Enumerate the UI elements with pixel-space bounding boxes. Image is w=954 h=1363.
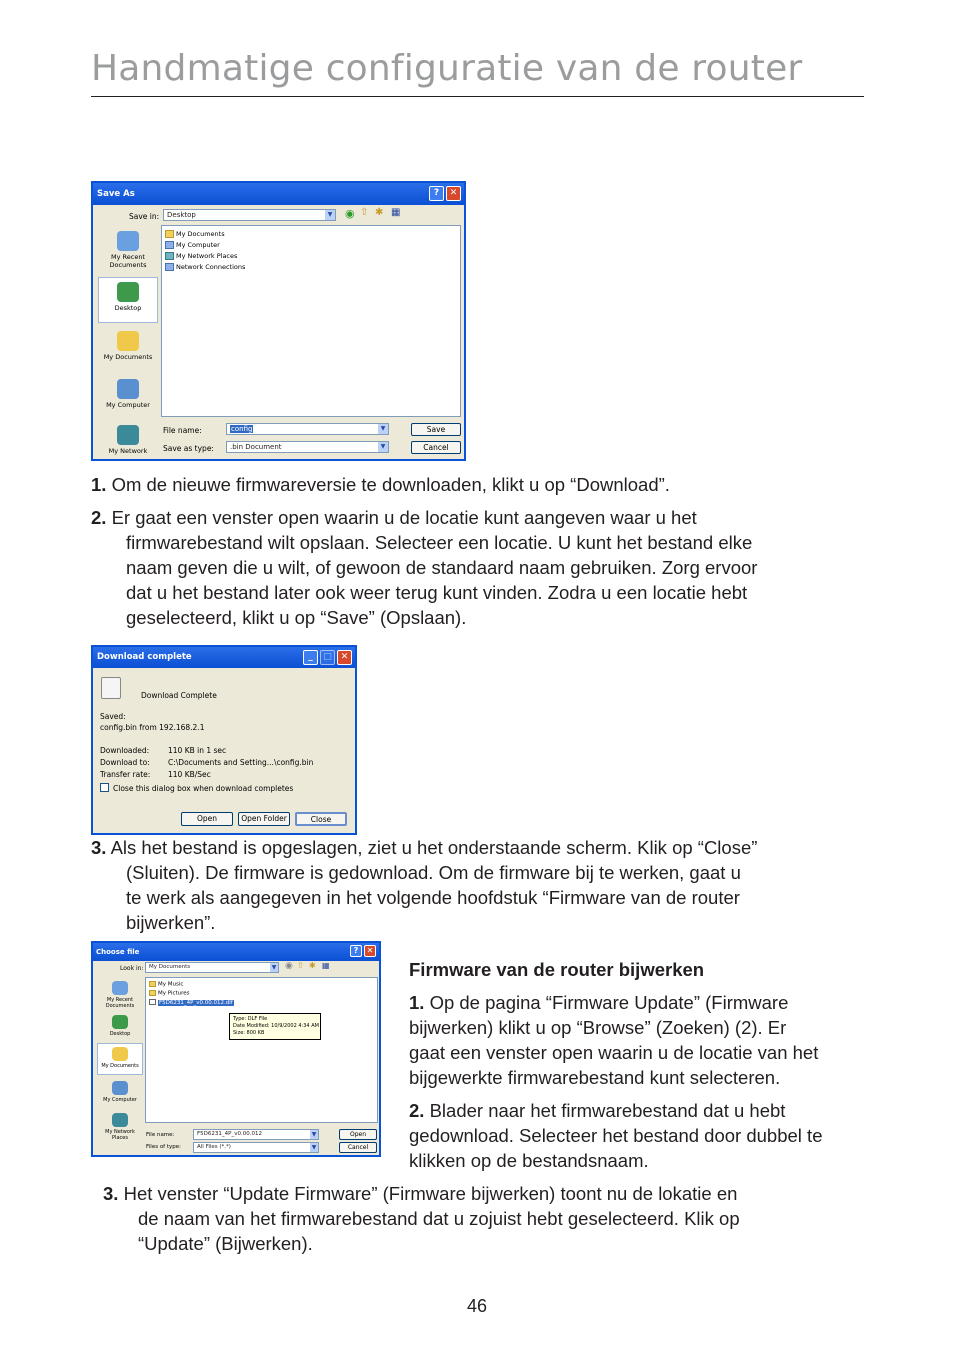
file-name-input[interactable]: F5D6231_4P_v0.00.012 ▼ <box>193 1129 319 1140</box>
downloaded-value: 110 KB in 1 sec <box>168 746 227 755</box>
maximize-icon: □ <box>320 650 335 665</box>
look-in-label: Look in: <box>120 965 144 972</box>
recent-documents-icon <box>117 231 139 251</box>
folder-icon <box>149 990 156 996</box>
desktop-icon <box>117 282 139 302</box>
new-folder-icon[interactable]: ✱ <box>309 961 316 970</box>
list-item[interactable]: Network Connections <box>165 263 245 271</box>
save-in-label: Save in: <box>129 212 160 221</box>
save-as-dialog <box>91 181 466 461</box>
open-folder-button[interactable]: Open Folder <box>238 812 290 826</box>
page-number: 46 <box>466 1296 488 1316</box>
save-button[interactable]: Save <box>411 423 461 436</box>
save-as-title: Save As <box>97 189 135 199</box>
back-icon[interactable]: ◉ <box>285 961 293 971</box>
download-heading: Download Complete <box>141 691 217 700</box>
close-icon[interactable]: ✕ <box>364 945 376 957</box>
step-1: 1. Om de nieuwe firmwareversie te downloaden, klikt u op “Download”. <box>91 474 670 495</box>
look-in-select[interactable]: My Documents ▼ <box>145 962 279 973</box>
download-to-value: C:\Documents and Setting...\config.bin <box>168 758 314 767</box>
choose-file-dialog <box>91 941 381 1157</box>
download-titlebar <box>93 647 355 668</box>
place-my-documents[interactable]: My Documents <box>98 331 158 361</box>
views-icon[interactable]: ▦ <box>322 961 330 970</box>
close-icon[interactable]: ✕ <box>337 650 352 665</box>
title-rule <box>91 96 864 97</box>
step-3: 3. Als het bestand is opgeslagen, ziet u het onderstaande scherm. Klik op “Close” (Sluiten). De firmware is gedownload. Om de firmware bij te werken, gaat u te werk als aangegeven in het volgende hoofdstuk “Firmware van de router bijwerken”. <box>91 837 758 933</box>
download-complete-icon <box>101 677 121 699</box>
section-heading: Firmware van de router bijwerken <box>409 959 705 980</box>
save-type-select[interactable]: .bin Document ▼ <box>226 441 389 453</box>
download-complete-dialog <box>91 645 357 835</box>
section-step-3: 3. Het venster “Update Firmware” (Firmware bijwerken) toont nu de lokatie en de naam van het firmwarebestand dat u zojuist hebt geselecteerd. Klik op “Update” (Bijwerken). <box>103 1183 740 1254</box>
place-my-documents[interactable]: My Documents <box>97 1043 143 1075</box>
cancel-button[interactable]: Cancel <box>339 1142 377 1153</box>
file-tooltip: Type: DLF File Date Modified: 10/9/2002 4:34 AM Size: 800 KB <box>229 1013 321 1040</box>
computer-icon <box>117 379 139 399</box>
place-recent[interactable]: My Recent Documents <box>97 981 143 1009</box>
help-icon[interactable]: ? <box>429 186 444 201</box>
save-as-file-list[interactable] <box>161 225 461 417</box>
choose-file-titlebar <box>93 943 379 961</box>
list-item[interactable]: F5D6231_4P_v0.00.012.dlf <box>149 999 234 1006</box>
close-icon[interactable]: ✕ <box>446 186 461 201</box>
chevron-down-icon: ▼ <box>311 1144 317 1151</box>
back-icon[interactable]: ◉ <box>345 207 355 220</box>
minimize-icon[interactable]: _ <box>303 650 318 665</box>
up-folder-icon[interactable]: ⇧ <box>297 961 304 970</box>
file-name-label: File name: <box>146 1132 175 1138</box>
choose-file-title: Choose file <box>96 948 140 956</box>
checkbox-label: Close this dialog box when download completes <box>113 784 294 793</box>
rate-value: 110 KB/Sec <box>168 770 211 779</box>
place-my-computer[interactable]: My Computer <box>98 379 158 409</box>
download-title: Download complete <box>97 652 192 662</box>
place-my-network[interactable]: My Network <box>98 425 158 455</box>
save-as-titlebar <box>93 183 464 205</box>
place-recent[interactable]: My Recent Documents <box>98 231 158 269</box>
file-name-input[interactable]: config ▼ <box>226 423 389 435</box>
cancel-button[interactable]: Cancel <box>411 441 461 454</box>
desktop-icon <box>112 1015 128 1029</box>
close-button[interactable]: Close <box>295 812 347 826</box>
chevron-down-icon: ▼ <box>271 964 277 971</box>
network-icon <box>112 1113 128 1127</box>
file-type-select[interactable]: All Files (*.*) ▼ <box>193 1142 319 1153</box>
chevron-down-icon: ▼ <box>378 442 388 452</box>
choose-file-file-list[interactable] <box>145 977 378 1123</box>
network-icon <box>117 425 139 445</box>
chevron-down-icon: ▼ <box>311 1131 317 1138</box>
chevron-down-icon: ▼ <box>378 424 388 434</box>
place-my-network[interactable]: My Network Places <box>97 1113 143 1141</box>
page-title: Handmatige configuratie van de router <box>91 48 803 89</box>
place-my-computer[interactable]: My Computer <box>97 1081 143 1103</box>
file-type-label: Files of type: <box>146 1144 182 1150</box>
file-name-label: File name: <box>163 426 202 435</box>
downloaded-label: Downloaded: <box>100 746 150 755</box>
saved-value: config.bin from 192.168.2.1 <box>100 723 205 732</box>
recent-documents-icon <box>112 981 128 995</box>
save-type-label: Save as type: <box>163 444 214 453</box>
up-folder-icon[interactable]: ⇧ <box>360 207 369 218</box>
section-step-2: 2. Blader naar het firmwarebestand dat u hebt gedownload. Selecteer het bestand door dubbel te klikken op de bestandsnaam. <box>409 1100 823 1171</box>
rate-label: Transfer rate: <box>100 770 151 779</box>
chevron-down-icon: ▼ <box>325 210 335 220</box>
folder-icon <box>165 230 174 238</box>
save-in-select[interactable]: Desktop ▼ <box>163 209 336 221</box>
computer-icon <box>112 1081 128 1095</box>
section-step-1: 1. Op de pagina “Firmware Update” (Firmware bijwerken) klikt u op “Browse” (Zoeken) (2). Er gaat een venster open waarin u de locatie van het bijgewerkte firmwarebestand kunt selecteren. <box>409 992 819 1088</box>
open-button[interactable]: Open <box>181 812 233 826</box>
place-desktop[interactable]: Desktop <box>97 1015 143 1037</box>
list-item[interactable]: My Music <box>149 981 183 988</box>
new-folder-icon[interactable]: ✱ <box>375 207 384 218</box>
network-icon <box>165 252 174 260</box>
computer-icon <box>165 241 174 249</box>
saved-label: Saved: <box>100 712 126 721</box>
network-connections-icon <box>165 263 174 271</box>
list-item[interactable]: My Computer <box>165 241 220 249</box>
views-icon[interactable]: ▦ <box>391 207 401 218</box>
step-2: 2. Er gaat een venster open waarin u de locatie kunt aangeven waar u het firmwarebestand wilt opslaan. Selecteer een locatie. U kunt het bestand elke naam geven die u wilt, of gewoon de standaard naam gebruiken. Zorg ervoor dat u het bestand later ook weer terug kunt vinden. Zodra u een locatie hebt geselecteerd, klikt u op “Save” (Opslaan). <box>91 507 758 628</box>
list-item[interactable]: My Pictures <box>149 990 190 997</box>
choose-file-places-bar <box>97 977 143 1149</box>
list-item[interactable]: My Network Places <box>165 252 237 260</box>
my-documents-icon <box>117 331 139 351</box>
folder-icon <box>149 981 156 987</box>
download-to-label: Download to: <box>100 758 150 767</box>
place-desktop[interactable]: Desktop <box>98 277 158 323</box>
places-bar <box>98 225 158 457</box>
list-item[interactable]: My Documents <box>165 230 225 238</box>
my-documents-icon <box>112 1047 128 1061</box>
file-icon <box>149 999 156 1005</box>
open-button[interactable]: Open <box>339 1129 377 1140</box>
help-icon[interactable]: ? <box>350 945 362 957</box>
close-when-done-checkbox[interactable] <box>100 783 109 792</box>
